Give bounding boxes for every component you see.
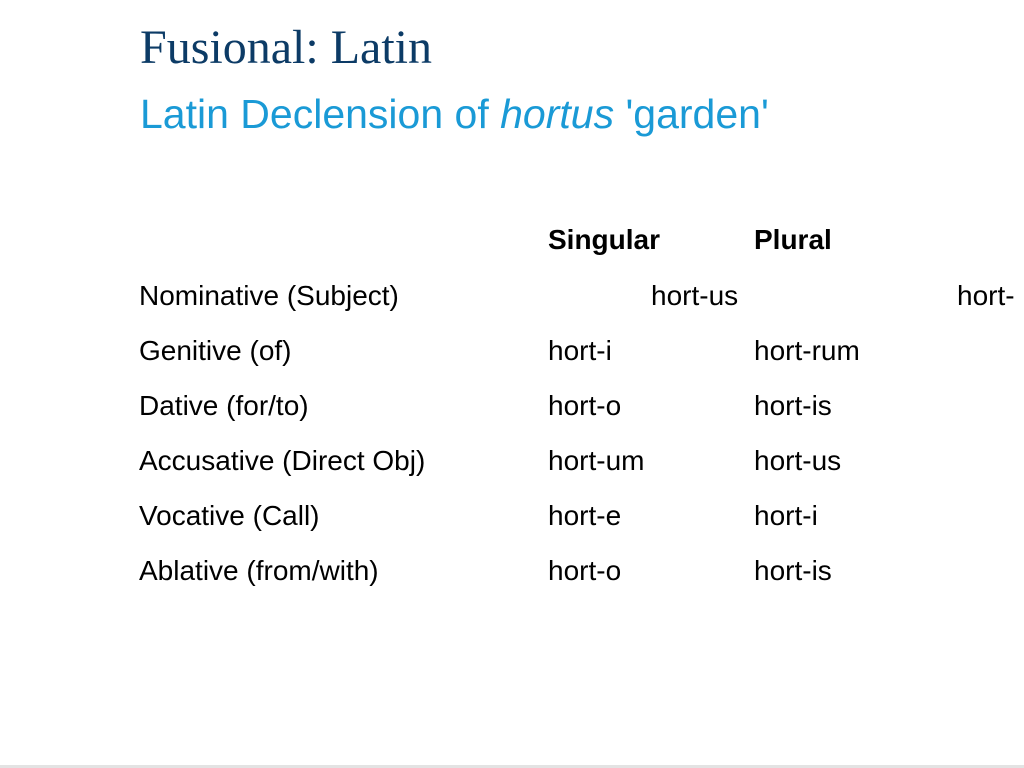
subtitle-suffix: 'garden'	[614, 91, 769, 137]
case-label-nominative: Nominative (Subject)	[139, 280, 399, 311]
plural-form-accusative: hort-us	[754, 445, 842, 476]
case-label-accusative: Accusative (Direct Obj)	[139, 445, 426, 476]
singular-form-ablative: hort-o	[548, 555, 622, 586]
slide-subtitle	[140, 88, 769, 140]
plural-column-header: Plural	[754, 224, 832, 255]
singular-form-vocative: hort-e	[548, 500, 622, 531]
singular-form-genitive: hort-i	[548, 335, 612, 366]
plural-form-nominative: hort-	[957, 280, 1015, 311]
plural-form-ablative: hort-is	[754, 555, 832, 586]
subtitle-term: hortus	[500, 91, 615, 137]
case-label-vocative: Vocative (Call)	[139, 500, 320, 531]
case-label-ablative: Ablative (from/with)	[139, 555, 379, 586]
singular-form-accusative: hort-um	[548, 445, 645, 476]
plural-form-dative: hort-is	[754, 390, 832, 421]
singular-form-dative: hort-o	[548, 390, 622, 421]
case-label-dative: Dative (for/to)	[139, 390, 309, 421]
slide-title: Fusional: Latin	[140, 21, 432, 74]
plural-form-vocative: hort-i	[754, 500, 818, 531]
case-label-genitive: Genitive (of)	[139, 335, 292, 366]
plural-form-genitive: hort-rum	[754, 335, 860, 366]
singular-form-nominative: hort-us	[651, 280, 739, 311]
singular-column-header: Singular	[548, 224, 661, 255]
subtitle-prefix: Latin Declension of	[140, 91, 501, 137]
